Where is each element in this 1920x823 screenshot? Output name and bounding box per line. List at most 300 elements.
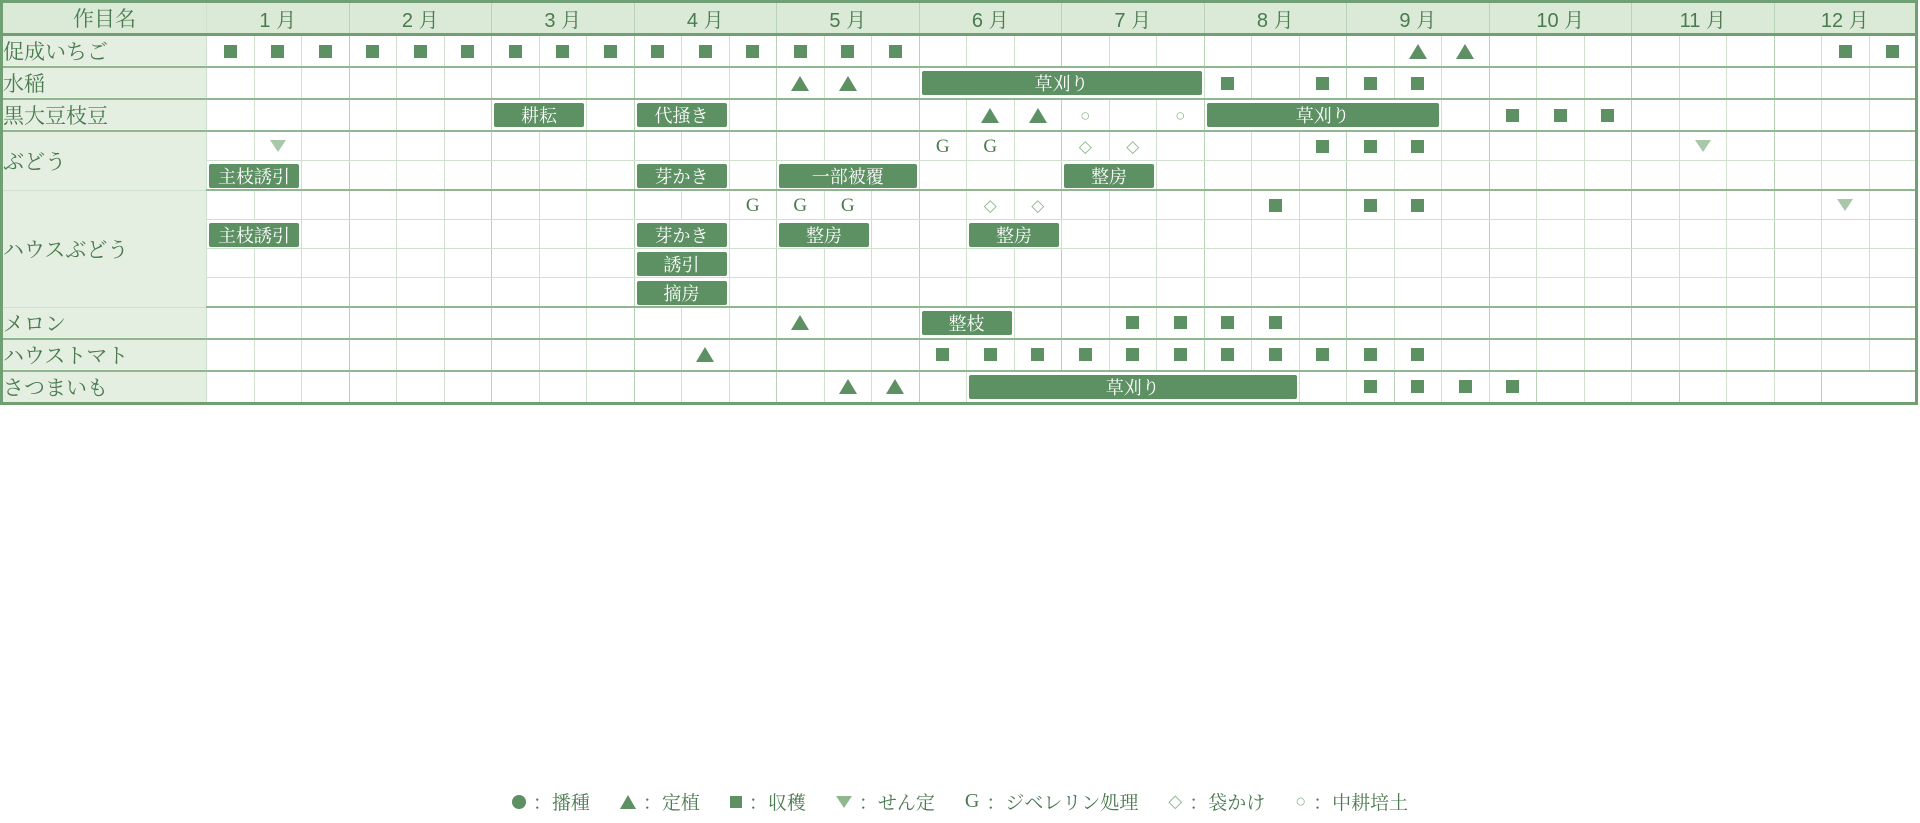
legend-item-teishoku [620,788,700,815]
cell [1774,249,1822,278]
cell [919,161,967,191]
table-row [2,161,1917,191]
cell [1204,131,1252,161]
cell [1442,161,1490,191]
cell [729,161,777,191]
cell [1489,99,1537,131]
cell [1252,278,1300,308]
cell [539,220,587,249]
legend-label: ：袋かけ [1189,793,1266,814]
cell [872,220,920,249]
cell [1584,99,1632,131]
cell [1869,220,1917,249]
legend-label: ：中耕培土 [1313,793,1409,814]
header-month-1: 1 月 [207,2,350,35]
cell [1584,67,1632,99]
bar-cell-seishi [919,307,1014,339]
triangle-up-icon [620,795,636,809]
cell [1632,67,1680,99]
cell [1584,161,1632,191]
cell [1062,339,1110,371]
bar-seibou: 整房 [969,223,1059,247]
cell [1584,278,1632,308]
crop-name-house-tomato: ハウストマト [2,339,207,371]
cell [1727,190,1775,220]
cell [1632,278,1680,308]
cell [1299,220,1347,249]
cell [397,131,445,161]
crop-name-ichigo: 促成いちご [2,35,207,68]
table-row [2,67,1917,99]
bar-kouun: 耕耘 [494,103,584,127]
cell [729,307,777,339]
cell [1109,190,1157,220]
cell [587,339,635,371]
cell [207,67,255,99]
cell [1062,278,1110,308]
cell [397,161,445,191]
cell [1204,35,1252,68]
cell [1299,249,1347,278]
triangle-down-outline-icon [836,796,852,808]
cell [1014,99,1062,131]
cell [1347,307,1395,339]
cell [444,35,492,68]
cell: ◇ [1062,131,1110,161]
header-month-7: 7 月 [1062,2,1205,35]
cell [1109,249,1157,278]
cell [1204,67,1252,99]
cell [539,371,587,404]
cell: ◇ [967,190,1015,220]
cell [1062,249,1110,278]
cell [634,131,682,161]
cell [729,278,777,308]
crop-name-melon: メロン [2,307,207,339]
cell [872,249,920,278]
cell [1204,190,1252,220]
cell [492,35,540,68]
cell [539,278,587,308]
cell [824,371,872,404]
cell [729,99,777,131]
cell [492,220,540,249]
cell [1204,307,1252,339]
diamond-outline-icon: ◇ [1168,791,1183,811]
header-month-4: 4 月 [634,2,777,35]
cell [1537,371,1585,404]
cell [1157,278,1205,308]
legend-label: ：ジベレリン処理 [986,793,1139,814]
cell [1822,190,1870,220]
cell [349,278,397,308]
header-month-8: 8 月 [1204,2,1347,35]
cell: ◇ [1014,190,1062,220]
table-row [2,307,1917,339]
cell [587,35,635,68]
cell [1347,190,1395,220]
bar-shushieduin: 主枝誘引 [209,223,299,247]
bar-cell-shirokaki [634,99,729,131]
cell [1774,35,1822,68]
cell [1537,278,1585,308]
cell [349,161,397,191]
cell [1774,131,1822,161]
cell [1869,131,1917,161]
cell [1584,249,1632,278]
cell [444,131,492,161]
cell [1442,278,1490,308]
cell [1869,35,1917,68]
table-row [2,371,1917,404]
g-letter-icon: G [964,790,980,812]
cell [1869,99,1917,131]
cell [919,190,967,220]
cell [207,249,255,278]
cell: G [729,190,777,220]
cell [254,131,302,161]
bar-mekaki: 芽かき [637,223,727,247]
cell [1679,161,1727,191]
cell [1537,249,1585,278]
cell [1489,307,1537,339]
cell [444,278,492,308]
header-month-11: 11 月 [1632,2,1775,35]
cell [1204,249,1252,278]
cell [302,99,350,131]
cell [1727,131,1775,161]
cell [397,99,445,131]
cell [397,339,445,371]
cell [1537,339,1585,371]
cell [1489,371,1537,404]
cell [302,278,350,308]
cell [397,67,445,99]
table-row [2,249,1917,278]
cell [1442,371,1490,404]
cell [1442,131,1490,161]
cell [1204,278,1252,308]
cell [302,35,350,68]
cell [587,249,635,278]
cell [872,371,920,404]
cell [1157,161,1205,191]
cell [1157,220,1205,249]
table-row [2,278,1917,308]
bar-cell-yuuin [634,249,729,278]
cell [254,307,302,339]
cell [777,131,825,161]
bar-seibou: 整房 [779,223,869,247]
cell [872,131,920,161]
cell [872,190,920,220]
cell [824,131,872,161]
cell: ○ [1062,99,1110,131]
cell [1537,35,1585,68]
cell [539,339,587,371]
cell [1489,249,1537,278]
cell [397,190,445,220]
cell [1489,339,1537,371]
crop-name-house-budou: ハウスぶどう [2,190,207,307]
bar-kusakari: 草刈り [1207,103,1440,127]
cell [777,35,825,68]
cell [1252,220,1300,249]
cell [967,249,1015,278]
cell [1537,99,1585,131]
cell [967,99,1015,131]
cell [1489,161,1537,191]
cell [539,35,587,68]
cell [302,371,350,404]
cell [349,131,397,161]
cell [1632,339,1680,371]
bar-cell-kouun [492,99,587,131]
cell [777,307,825,339]
cell [824,307,872,339]
cell [1774,339,1822,371]
cell [444,220,492,249]
cell [1489,278,1537,308]
cell [1347,220,1395,249]
cell [1727,249,1775,278]
cell [539,307,587,339]
cell [1679,131,1727,161]
cell [254,371,302,404]
cell [1157,131,1205,161]
cell [1727,339,1775,371]
cell [1822,339,1870,371]
cell [872,35,920,68]
cell [1632,99,1680,131]
legend-item-hashu [512,788,590,815]
table-body [2,35,1917,404]
cell [634,371,682,404]
cell [349,307,397,339]
cell [397,278,445,308]
table-row [2,339,1917,371]
cell [1822,161,1870,191]
cell [1347,35,1395,68]
cell [254,339,302,371]
cell [254,190,302,220]
legend-item-fukurokake [1168,788,1265,815]
header-month-6: 6 月 [919,2,1062,35]
cell [1869,161,1917,191]
cell [1537,67,1585,99]
circle-outline-icon: ○ [1295,791,1307,811]
cell [1299,371,1347,404]
cell [397,220,445,249]
cell [824,278,872,308]
cell [1822,67,1870,99]
cell [1014,161,1062,191]
cell [349,67,397,99]
cell [634,35,682,68]
cell [302,161,350,191]
bar-cell-kusakari-suito [919,67,1204,99]
cell [1774,278,1822,308]
cell [1679,249,1727,278]
cell [1109,99,1157,131]
cell [444,99,492,131]
cell [1679,35,1727,68]
cell [777,339,825,371]
cell [587,99,635,131]
cell [1679,99,1727,131]
bar-cell-kusakari-satsumaimo [967,371,1300,404]
cell [1584,220,1632,249]
cell [1299,67,1347,99]
circle-icon [512,795,526,809]
cell [539,249,587,278]
cell [1299,131,1347,161]
cell [967,278,1015,308]
cell [682,371,730,404]
cell [302,190,350,220]
cell [967,35,1015,68]
crop-name-budou: ぶどう [2,131,207,190]
table-row [2,35,1917,68]
bar-shirokaki: 代掻き [637,103,727,127]
bar-cell-mekaki-house [634,220,729,249]
cell [1442,67,1490,99]
bar-mekaki: 芽かき [637,164,727,188]
cell [824,339,872,371]
cell [872,307,920,339]
cell [1442,220,1490,249]
cell [1584,131,1632,161]
cell [587,190,635,220]
legend-item-sentei [836,788,935,815]
cell [539,67,587,99]
cell [1442,99,1490,131]
cell [1252,131,1300,161]
cell [729,249,777,278]
cell [302,67,350,99]
cell [1822,249,1870,278]
cell [1109,278,1157,308]
cell [682,339,730,371]
bar-cell-hifuku [777,161,920,191]
cell [1869,190,1917,220]
cell [1014,249,1062,278]
cell [1632,190,1680,220]
cell [207,307,255,339]
cell [919,371,967,404]
cell [302,249,350,278]
cell [1679,339,1727,371]
crop-name-kurodaizu: 黒大豆枝豆 [2,99,207,131]
cell [1489,190,1537,220]
legend-label: ：播種 [532,793,590,814]
bar-cell-seibou-house-2 [967,220,1062,249]
cell [1157,190,1205,220]
cell [349,339,397,371]
cell [967,161,1015,191]
cell: G [824,190,872,220]
cell [302,131,350,161]
bar-tekibou: 摘房 [637,281,727,305]
cell [587,278,635,308]
cell [302,307,350,339]
cell [729,131,777,161]
cell [1394,371,1442,404]
cell [1299,278,1347,308]
cell [1394,307,1442,339]
bar-kusakari: 草刈り [922,71,1202,95]
cell [872,278,920,308]
cell [1584,339,1632,371]
cell [1822,99,1870,131]
cell [1869,307,1917,339]
header-month-2: 2 月 [349,2,492,35]
cell [1489,131,1537,161]
cell [1394,339,1442,371]
legend-item-shukaku [730,788,806,815]
cell [1537,131,1585,161]
cell [1774,161,1822,191]
cell [1394,67,1442,99]
bar-cell-shushi-house [207,220,302,249]
cell [1727,371,1775,404]
cell [302,339,350,371]
bar-seishi: 整枝 [922,311,1012,335]
calendar-table [0,0,1918,405]
cell [254,35,302,68]
cell [872,67,920,99]
cell [919,249,967,278]
cell [1774,190,1822,220]
cell [872,339,920,371]
cell [919,220,967,249]
bar-cell-kusakari-kurodaizu [1204,99,1442,131]
legend-item-chuukou [1295,788,1408,815]
cell [492,371,540,404]
cell [1014,35,1062,68]
cell: G [919,131,967,161]
legend-label: ：収穫 [748,793,806,814]
cell [824,99,872,131]
cell [1204,220,1252,249]
cell [254,249,302,278]
cell [1347,278,1395,308]
cell [349,249,397,278]
cell [1204,339,1252,371]
cell [1537,161,1585,191]
bar-yuuin: 誘引 [637,252,727,276]
cell [349,190,397,220]
legend-item-gibberellin [965,788,1138,815]
cell [1679,220,1727,249]
header-month-9: 9 月 [1347,2,1490,35]
cell [1014,339,1062,371]
cell [1869,67,1917,99]
cell [349,99,397,131]
cell [1394,190,1442,220]
cell [634,190,682,220]
cell [492,190,540,220]
cell [1679,190,1727,220]
cell [207,278,255,308]
cell [1109,307,1157,339]
cell [1489,35,1537,68]
bar-cell-shushi-budou [207,161,302,191]
cell [254,278,302,308]
cell [587,307,635,339]
cell: G [967,131,1015,161]
header-crop-name: 作目名 [2,2,207,35]
